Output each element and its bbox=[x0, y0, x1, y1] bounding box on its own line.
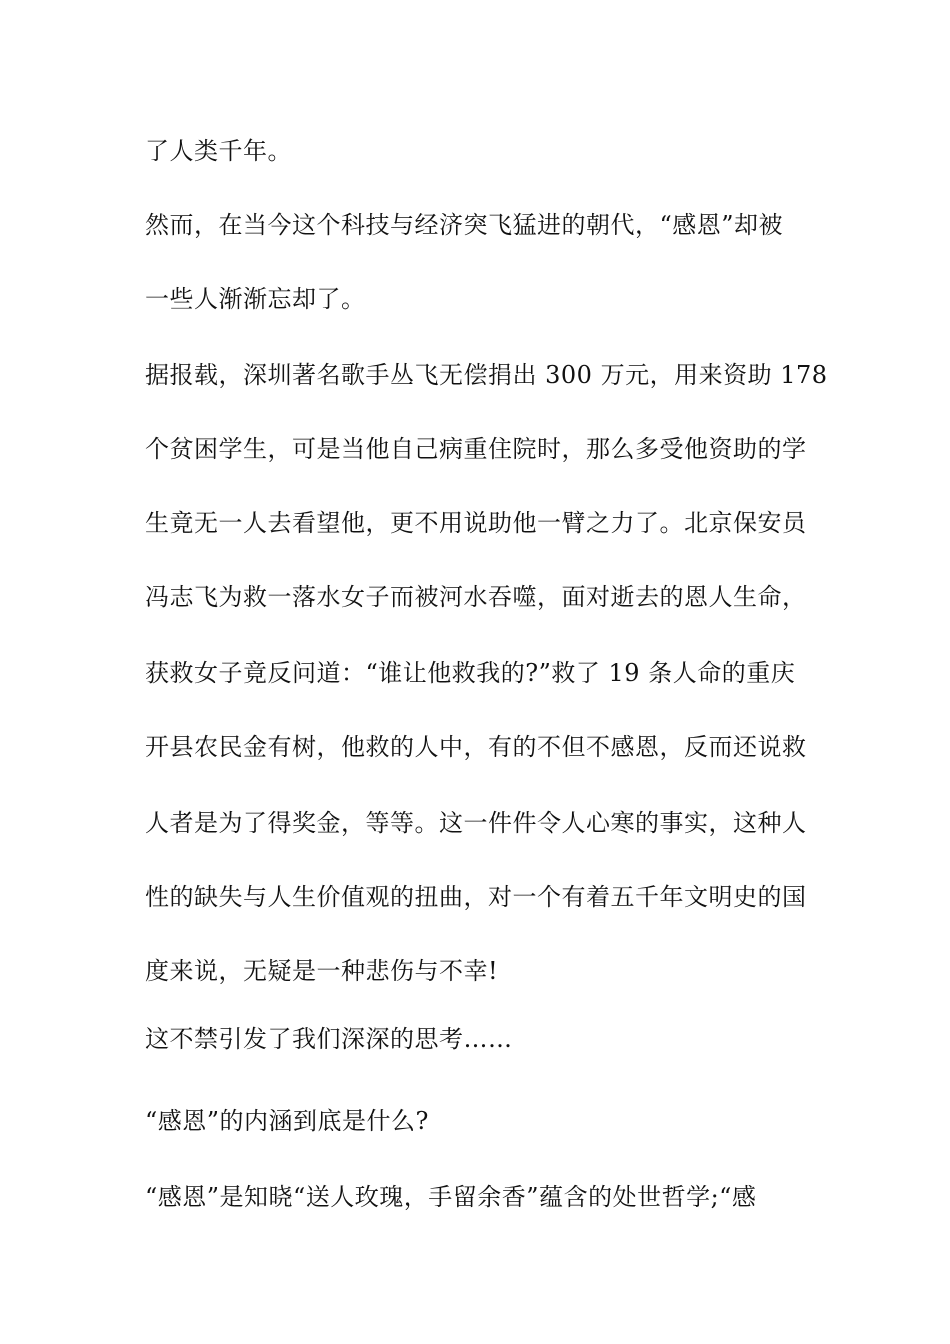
text-line: 性的缺失与人生价值观的扭曲，对一个有着五千年文明史的国 bbox=[145, 883, 807, 911]
text-line: 开县农民金有树，他救的人中，有的不但不感恩，反而还说救 bbox=[145, 733, 807, 761]
text-line: 冯志飞为救一落水女子而被河水吞噬，面对逝去的恩人生命， bbox=[145, 583, 807, 611]
text-line: 据报载，深圳著名歌手丛飞无偿捐出 300 万元，用来资助 178 bbox=[145, 361, 828, 389]
text-line: 了人类千年。 bbox=[145, 137, 292, 165]
text-line: 人者是为了得奖金，等等。这一件件令人心寒的事实，这种人 bbox=[145, 809, 807, 837]
text-line: 这不禁引发了我们深深的思考…… bbox=[145, 1025, 513, 1053]
text-line: 一些人渐渐忘却了。 bbox=[145, 285, 366, 313]
text-line: 生竟无一人去看望他，更不用说助他一臂之力了。北京保安员 bbox=[145, 509, 807, 537]
text-line: 获救女子竟反问道：“谁让他救我的?”救了 19 条人命的重庆 bbox=[145, 659, 796, 687]
text-line: 度来说，无疑是一种悲伤与不幸! bbox=[145, 957, 499, 985]
text-line: 个贫困学生，可是当他自己病重住院时，那么多受他资助的学 bbox=[145, 435, 807, 463]
text-line: 然而，在当今这个科技与经济突飞猛进的朝代，“感恩”却被 bbox=[145, 211, 784, 239]
text-line: “感恩”是知晓“送人玫瑰，手留余香”蕴含的处世哲学;“感 bbox=[145, 1183, 757, 1211]
text-line: “感恩”的内涵到底是什么? bbox=[145, 1107, 429, 1135]
